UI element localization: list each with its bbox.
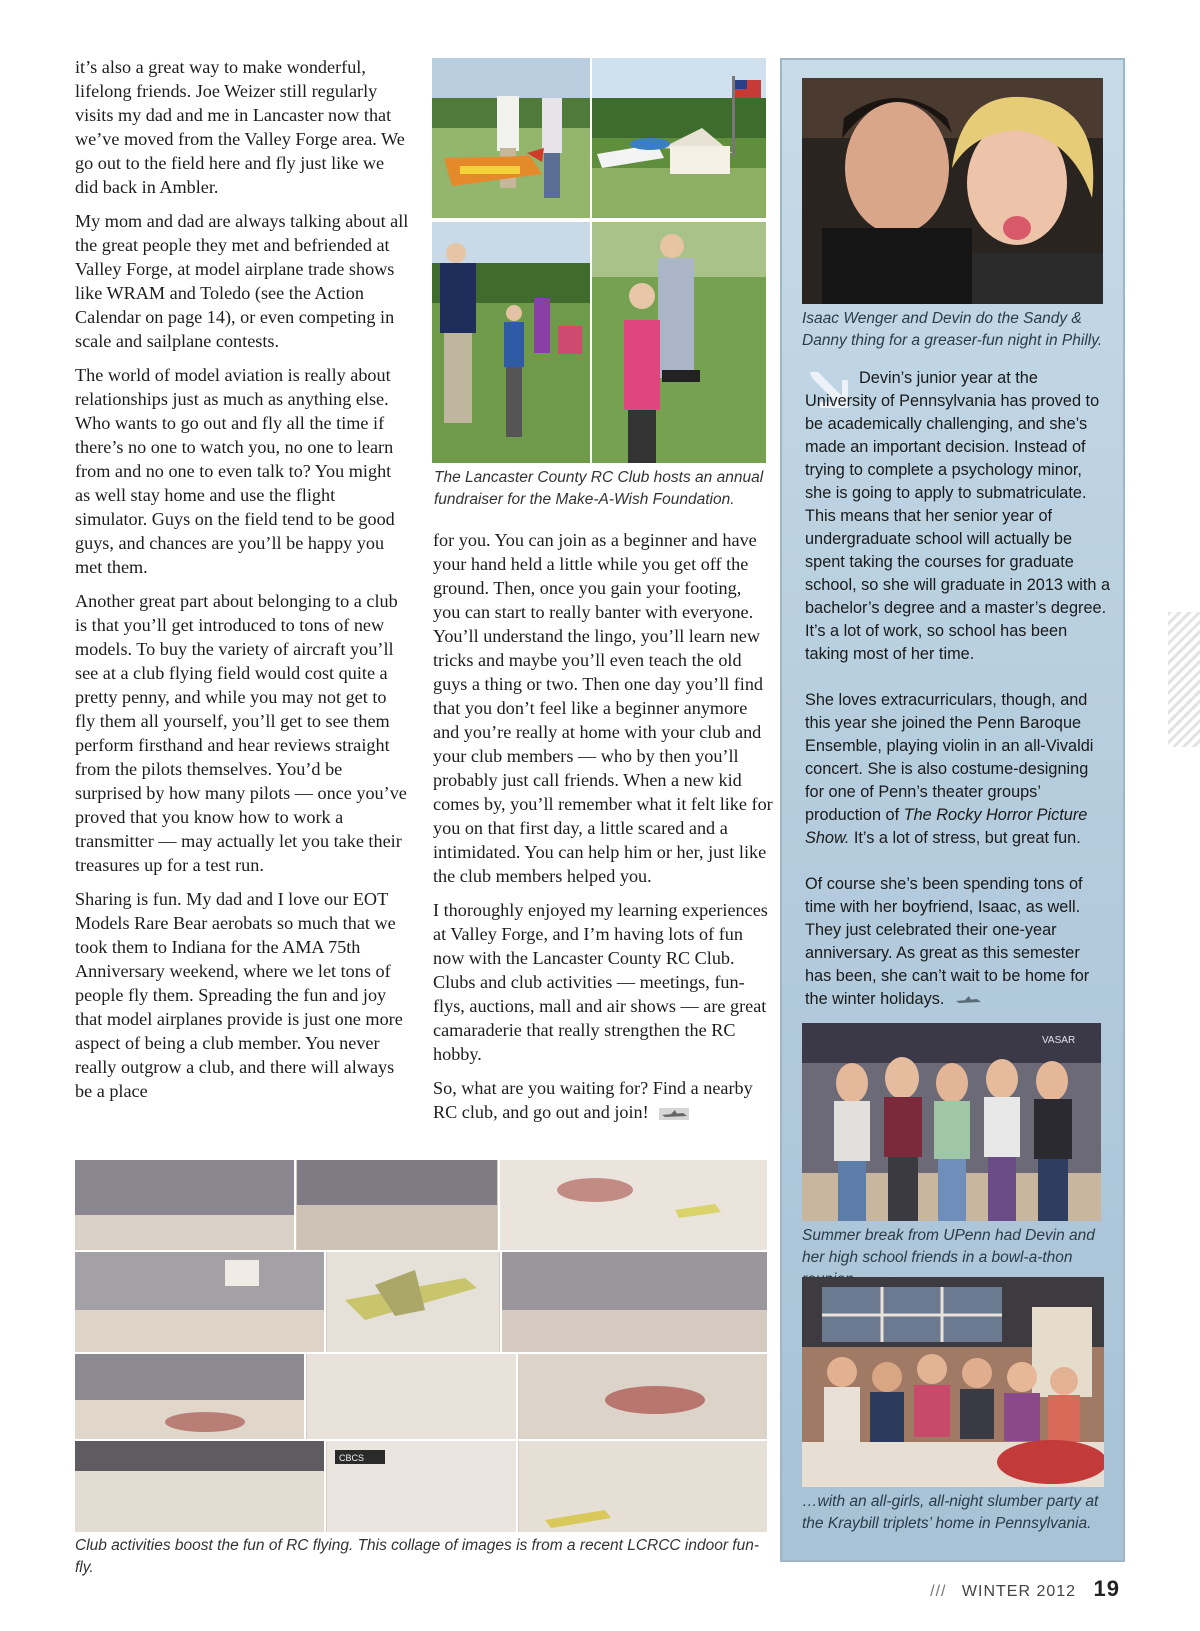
indoor-collage-art <box>75 1160 767 1532</box>
sidebar-paragraph-text: It’s a lot of stress, but great fun. <box>849 829 1081 847</box>
sidebar-paragraph-text: Of course she’s been spending tons of time with her boyfriend, Isaac, as well. They just celebrated their one-year anniversary. As great as this semester has been, she can’t wait to be home for the winter holidays. <box>805 875 1090 1008</box>
page-footer <box>930 1576 1120 1602</box>
paragraph: The world of model aviation is really about relationships just as much as anything else. Who wants to go out and fly all the time if there’s no one to watch you, no one to learn from and no one to even talk to? You might as well stay home and use the flight simulator. Guys on the field tend to be good guys, and chances are you’ll be happy you met them. <box>75 365 395 577</box>
sidebar-paragraph <box>805 367 1110 666</box>
page-edge-stripes <box>1168 612 1200 747</box>
page-number: 19 <box>1093 1576 1120 1601</box>
sidebar-paragraph-text: She loves extracurriculars, though, and this year she joined the Penn Baroque Ensemble, playing violin in an all-Vivaldi concert. She is also costume-designing for one of Penn’s theater groups’ production of <box>805 691 1094 824</box>
field-photo-collage <box>432 58 766 463</box>
paragraph: Sharing is fun. My dad and I love our EOT Models Rare Bear aerobats so much that we took them to Indiana for the AMA 75th Anniversary weekend, where we let tons of people fly them. Spreading the fun and joy that model airplanes provide is just one more aspect of being a club member. You never really outgrow a club, and there will always be a place <box>75 889 403 1101</box>
paragraph <box>433 1076 773 1124</box>
slumber-party-photo <box>802 1277 1104 1487</box>
bowling-photo-caption: Summer break from UPenn had Devin and her high school friends in a bowl-a-thon <box>802 1227 1095 1266</box>
show-title: The Rocky Horror Picture Show. <box>805 806 1088 847</box>
field-collage-art <box>432 58 766 463</box>
bowling-photo <box>802 1023 1101 1221</box>
bowling-photo-art <box>802 1023 1101 1221</box>
issue-label: WINTER 2012 <box>961 1583 1077 1600</box>
indoor-collage-caption: Club activities boost the fun of RC flying. This collage of images is from a recent LCRCC indoor fun-fly. <box>75 1537 760 1576</box>
slumber-photo-caption: …with an all-girls, all-night slumber party at the Kraybill triplets’ home in Pennsylvania. <box>802 1493 1099 1532</box>
couple-photo <box>802 78 1103 304</box>
indoor-fun-fly-collage <box>75 1160 767 1532</box>
paragraph: My mom and dad are always talking about all the great people they met and befriended at Valley Forge, at model airplane trade shows like WRAM and Toledo (see the Action Calendar on page 14), or even competing in scale and sailplane contests. <box>75 211 409 351</box>
paragraph: Another great part about belonging to a club is that you’ll get introduced to tons of new models. To buy the variety of aircraft you’ll see at a club flying field would cost quite a pretty penny, and while you may not get to fly them all yourself, you’ll get to see them perform firsthand and hear reviews straight from the pilots themselves. You’d be surprised by how many pilots — once you’ve proved that you know how to work a transmitter — may actually let you take their treasures up for a test run. <box>75 591 407 875</box>
paragraph: I thoroughly enjoyed my learning experiences at Valley Forge, and I’m having lots of fun now with the Lancaster County RC Club. Clubs and club activities — meetings, fun-flys, auctions, mall and air shows — are great camaraderie that really strengthen the RC hobby. <box>433 900 768 1064</box>
sidebar-paragraph <box>805 689 1110 850</box>
article-column-2 <box>433 528 773 1134</box>
footer-slashes: /// <box>930 1583 947 1600</box>
end-mark-airplane-icon <box>953 993 983 1007</box>
gym-banner-text: CBCS <box>339 1453 365 1463</box>
end-mark-airplane-icon <box>659 1107 689 1121</box>
sidebar-paragraph <box>805 873 1110 1011</box>
article-column-1 <box>75 55 410 1113</box>
bowling-sign-text: VASAR <box>1042 1035 1076 1046</box>
sidebar-story <box>805 367 1110 1034</box>
paragraph-text: So, what are you waiting for? Find a nearby RC club, and go out and join! <box>433 1078 753 1122</box>
slumber-photo-art <box>802 1277 1104 1487</box>
sidebar-paragraph-text: Devin’s junior year at the University of Pennsylvania has proved to be academically challenging, and she’s made an important decision. Instead of trying to complete a psychology minor, she is going to apply to submatriculate. This means that her senior year of undergraduate school will actually be spent taking the courses for graduate school, so she will graduate in 2013 with a bachelor’s degree and a master’s degree. It’s a lot of work, so school has been taking most of her time. <box>805 369 1111 663</box>
couple-photo-caption: Isaac Wenger and Devin do the Sandy & Danny thing for a greaser-fun night in Philly. <box>802 310 1103 349</box>
field-photo-caption: The Lancaster County RC Club hosts an annual fundraiser for the Make-A-Wish Foundation. <box>434 469 764 508</box>
paragraph: it’s also a great way to make wonderful, lifelong friends. Joe Weizer still regularly visits my dad and me in Lancaster now that we’ve moved from the Valley Forge area. We go out to the field here and fly just like we did back in Ambler. <box>75 57 405 197</box>
paragraph: for you. You can join as a beginner and have your hand held a little while you get off the ground. Then, once you gain your footing, you can start to really banter with everyone. You’ll understand the lingo, you’ll learn new tricks and maybe you’ll even teach the old guys a thing or two. Then one day you’ll find that you don’t feel like a beginner anymore and you’re really at home with your club and your club members — who by then you’ll probably just call friends. When a new kid comes by, you’ll remember what it felt like for you on that first day, a little scared and a intimidated. You can help him or her, just like the club members helped you. <box>433 530 773 886</box>
couple-photo-art <box>802 78 1103 304</box>
